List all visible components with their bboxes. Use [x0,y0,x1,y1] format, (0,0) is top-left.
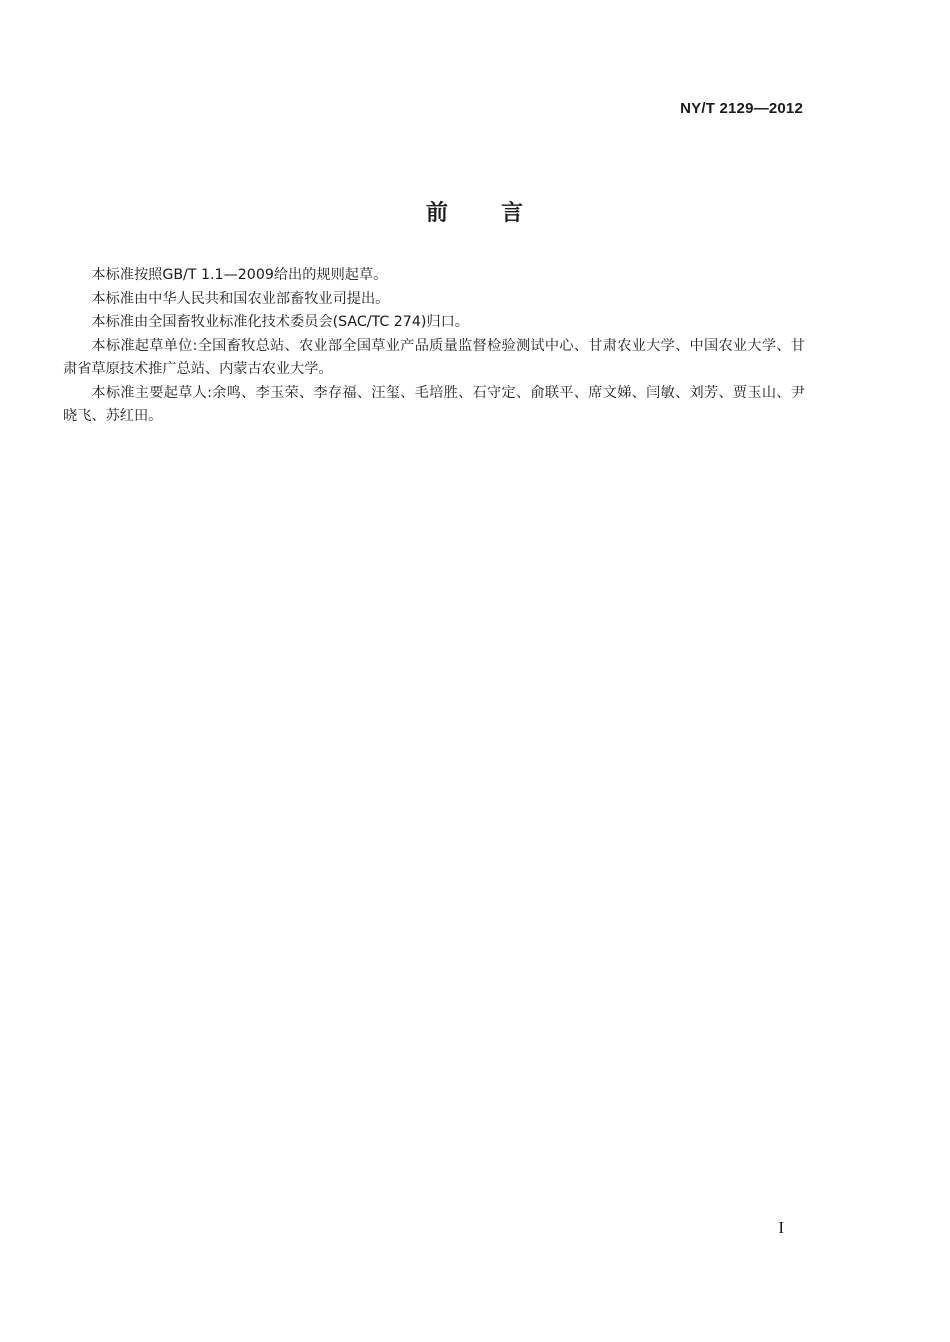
title-char-2: 言 [501,201,525,226]
page-title [0,196,950,227]
paragraph-drafting-units: 本标准起草单位:全国畜牧总站、农业部全国草业产品质量监督检验测试中心、甘肃农业大学、中国农业大学、甘肃省草原技术推广总站、内蒙古农业大学。 [63,337,805,377]
foreword-body [63,264,805,429]
page-number: I [778,1218,784,1237]
paragraph-proposer: 本标准由中华人民共和国农业部畜牧业司提出。 [91,290,390,307]
title-char-1: 前 [425,201,449,226]
paragraph-drafting-rules: 本标准按照GB/T 1.1—2009给出的规则起草。 [91,267,388,283]
paragraph-drafters: 本标准主要起草人:余鸣、李玉荣、李存福、汪玺、毛培胜、石守定、俞联平、席文娣、闫敏、刘芳、贾玉山、尹晓飞、苏红田。 [63,384,805,424]
paragraph-technical-committee: 本标准由全国畜牧业标准化技术委员会(SAC/TC 274)归口。 [91,314,469,330]
standard-code: NY/T 2129—2012 [680,100,803,117]
